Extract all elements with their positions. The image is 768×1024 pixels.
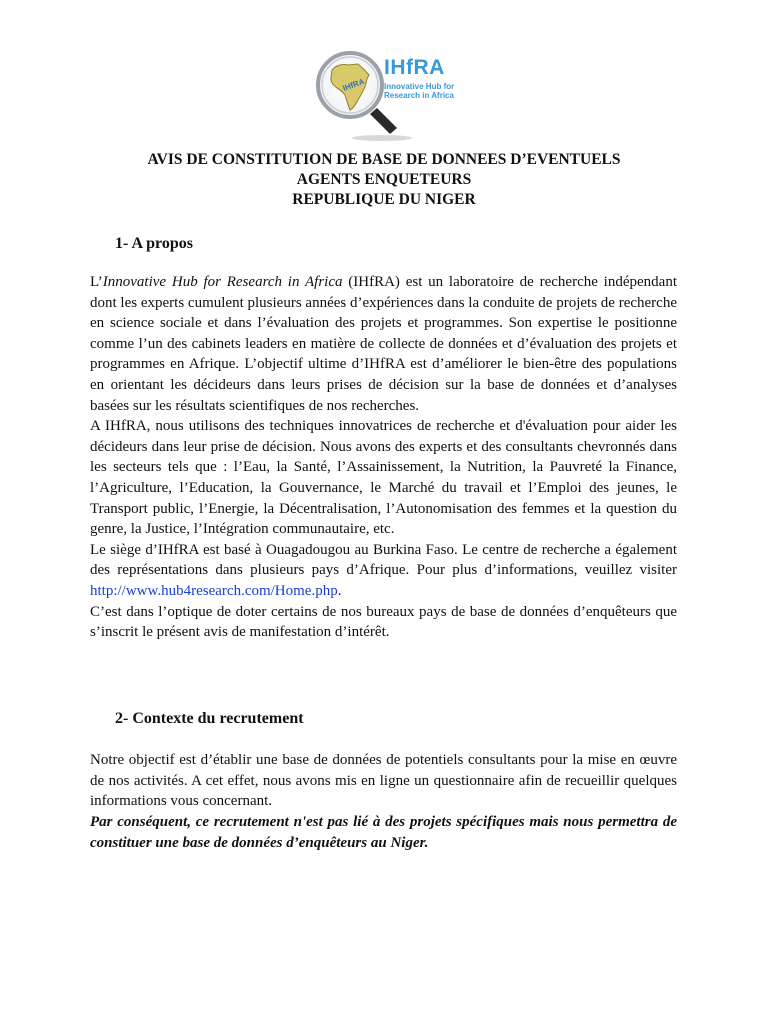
org-name-italic: Innovative Hub for Research in Africa <box>102 274 343 290</box>
techniques-paragraph: A IHfRA, nous utilisons des techniques innovatrices de recherche et d'évaluation pour aider les décideurs dans leur prise de décision. Nous avons des experts et des consultants chevronnés dans les secteurs tels que : l’Eau, la Santé, l’Assainissement, la Nutrition, la Pauvreté la Finance, l’Agriculture, l’Education, la Gouvernance, le Marché du travail et l’Emploi des jeunes, le Transport public, l’Energie, la Décentralisation, l’Autonomisation des femmes et la question du genre, la Justice, l’Intégration communautaire, etc. <box>90 418 677 538</box>
logo-tagline: Innovative Hub for Research in Africa <box>384 82 455 100</box>
section-2-heading: 2- Contexte du recrutement <box>115 710 304 727</box>
title-line-2: AGENTS ENQUETEURS <box>296 171 472 188</box>
disclaimer-paragraph: Par conséquent, ce recrutement n'est pas lié à des projets spécifiques mais nous permettra de constituer une base de données d’enquêteurs au Niger. <box>90 813 677 852</box>
about-paragraph: L’Innovative Hub for Research in Africa (IHfRA) est un laboratoire de recherche indépendant dont les experts cumulent plusieurs années d’expériences dans la conduite de projets de recherche en science sociale et dans l’évaluation des projets et programmes. Son expertise le positionne comme l’un des cabinets leaders en matière de collecte de données et d’évaluation des projets et programmes en Afrique. L’objectif ultime d’IHfRA est d’améliorer le bien-être des populations en orientant les décideurs dans leurs prises de décision sur la base de données et d’analyses basées sur les résultats scientifiques de nos recherches. <box>90 274 677 414</box>
ihfra-logo <box>314 50 462 142</box>
logo-inner-text: IHfRA <box>341 76 366 93</box>
purpose-paragraph: C’est dans l’optique de doter certains de nos bureaux pays de base de données d’enquêteurs que s’inscrit le présent avis de manifestation d’intérêt. <box>90 603 677 641</box>
document-title <box>60 150 708 210</box>
title-line-3: REPUBLIQUE DU NIGER <box>292 191 476 208</box>
title-line-1: AVIS DE CONSTITUTION DE BASE DE DONNEES D’EVENTUELS <box>147 151 621 168</box>
section-1-heading: 1- A propos <box>115 235 193 252</box>
logo-name: IHfRA <box>384 56 445 79</box>
objective-paragraph: Notre objectif est d’établir une base de données de potentiels consultants pour la mise en œuvre de nos activités. A cet effet, nous avons mis en ligne un questionnaire afin de recueillir quelques informations vous concernant. <box>90 752 677 810</box>
website-link[interactable]: http://www.hub4research.com/Home.php <box>90 582 338 599</box>
section-1-body <box>90 272 677 643</box>
headquarters-paragraph: Le siège d’IHfRA est basé à Ouagadougou au Burkina Faso. Le centre de recherche a également des représentations dans plusieurs pays d’Afrique. Pour plus d’informations, veuillez visiter http://www.hub4research.com/Home.php. <box>90 541 677 599</box>
section-2-body <box>90 750 677 855</box>
